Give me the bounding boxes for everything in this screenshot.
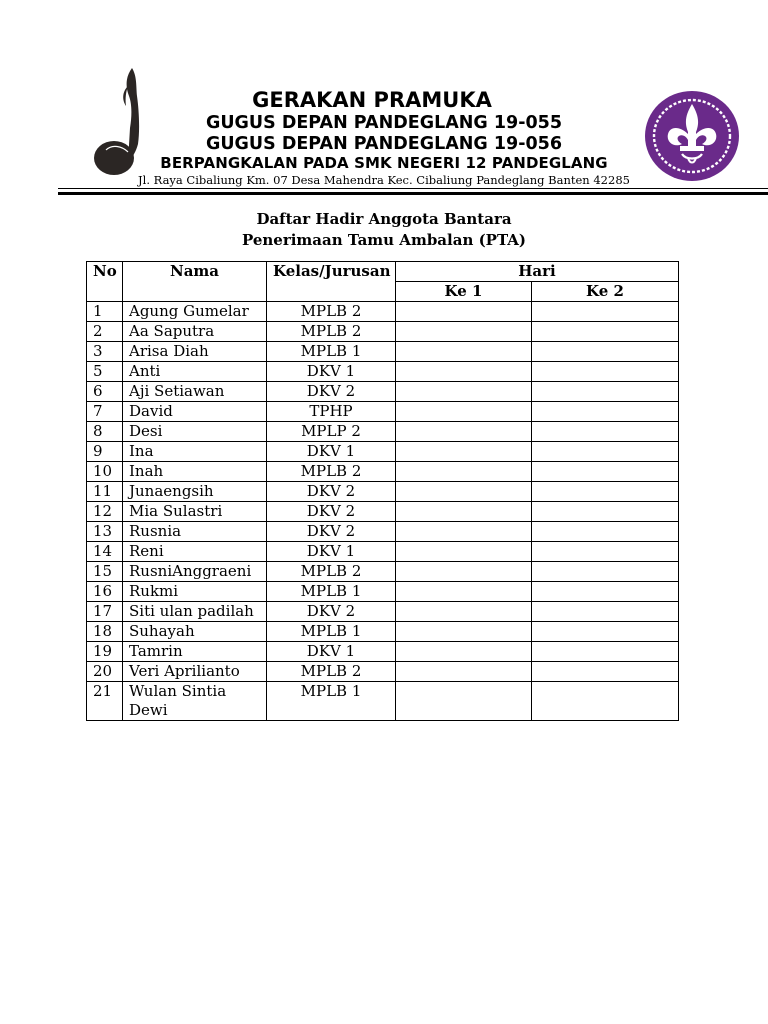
header-ke1: Ke 1 — [396, 282, 532, 302]
row-nama: Agung Gumelar — [123, 302, 267, 322]
row-no: 8 — [87, 422, 123, 442]
table-row — [87, 602, 679, 622]
table-row — [87, 562, 679, 582]
row-nama: Aji Setiawan — [123, 382, 267, 402]
document-subtitle: Penerimaan Tamu Ambalan (PTA) — [241, 231, 527, 249]
table-row — [87, 622, 679, 642]
row-kelas: MPLP 2 — [267, 422, 396, 442]
row-nama: Veri Aprilianto — [123, 662, 267, 682]
row-nama: Ina — [123, 442, 267, 462]
row-ke1-cell — [396, 442, 532, 462]
table-row — [87, 322, 679, 342]
row-no: 17 — [87, 602, 123, 622]
row-no: 9 — [87, 442, 123, 462]
row-kelas: MPLB 2 — [267, 462, 396, 482]
row-kelas: MPLB 2 — [267, 662, 396, 682]
row-ke1-cell — [396, 342, 532, 362]
row-ke2-cell — [532, 682, 679, 721]
table-row — [87, 522, 679, 542]
row-kelas: DKV 1 — [267, 542, 396, 562]
row-no: 19 — [87, 642, 123, 662]
row-ke1-cell — [396, 502, 532, 522]
row-ke1-cell — [396, 642, 532, 662]
row-nama: Tamrin — [123, 642, 267, 662]
header-no: No — [87, 262, 123, 302]
row-nama: Rukmi — [123, 582, 267, 602]
row-ke2-cell — [532, 342, 679, 362]
row-kelas: DKV 2 — [267, 522, 396, 542]
row-ke1-cell — [396, 602, 532, 622]
row-kelas: DKV 1 — [267, 362, 396, 382]
row-ke1-cell — [396, 402, 532, 422]
row-nama: David — [123, 402, 267, 422]
row-ke1-cell — [396, 662, 532, 682]
row-nama: Inah — [123, 462, 267, 482]
row-kelas: MPLB 1 — [267, 622, 396, 642]
row-ke1-cell — [396, 622, 532, 642]
row-no: 6 — [87, 382, 123, 402]
row-kelas: DKV 2 — [267, 482, 396, 502]
row-ke1-cell — [396, 382, 532, 402]
table-row — [87, 682, 679, 721]
row-no: 12 — [87, 502, 123, 522]
row-ke1-cell — [396, 562, 532, 582]
row-ke1-cell — [396, 542, 532, 562]
row-kelas: MPLB 1 — [267, 582, 396, 602]
row-nama: Suhayah — [123, 622, 267, 642]
row-kelas: DKV 2 — [267, 502, 396, 522]
row-nama: Desi — [123, 422, 267, 442]
row-ke1-cell — [396, 522, 532, 542]
row-ke2-cell — [532, 322, 679, 342]
row-ke2-cell — [532, 422, 679, 442]
row-kelas: MPLB 1 — [267, 682, 396, 721]
row-nama: Anti — [123, 362, 267, 382]
row-ke2-cell — [532, 482, 679, 502]
table-row — [87, 502, 679, 522]
table-row — [87, 362, 679, 382]
row-ke2-cell — [532, 602, 679, 622]
row-kelas: DKV 2 — [267, 602, 396, 622]
gugus-line-1: GUGUS DEPAN PANDEGLANG 19-055 — [205, 113, 563, 133]
letterhead — [0, 0, 768, 200]
row-ke1-cell — [396, 482, 532, 502]
base-line: BERPANGKALAN PADA SMK NEGERI 12 PANDEGLANG — [160, 154, 608, 172]
row-ke2-cell — [532, 362, 679, 382]
table-row — [87, 442, 679, 462]
table-row — [87, 402, 679, 422]
row-ke1-cell — [396, 362, 532, 382]
row-nama: Rusnia — [123, 522, 267, 542]
row-no: 21 — [87, 682, 123, 721]
document-title: Daftar Hadir Anggota Bantara — [256, 210, 512, 228]
row-no: 10 — [87, 462, 123, 482]
attendance-table — [86, 261, 679, 721]
row-ke2-cell — [532, 542, 679, 562]
table-row — [87, 462, 679, 482]
row-no: 7 — [87, 402, 123, 422]
row-ke2-cell — [532, 502, 679, 522]
row-no: 15 — [87, 562, 123, 582]
row-nama: Aa Saputra — [123, 322, 267, 342]
row-kelas: MPLB 2 — [267, 302, 396, 322]
row-kelas: TPHP — [267, 402, 396, 422]
row-ke1-cell — [396, 322, 532, 342]
scout-fleur-de-lis-emblem-icon — [644, 90, 740, 182]
row-ke1-cell — [396, 422, 532, 442]
org-title: GERAKAN PRAMUKA — [252, 88, 492, 112]
table-row — [87, 642, 679, 662]
row-no: 16 — [87, 582, 123, 602]
table-row — [87, 422, 679, 442]
row-no: 2 — [87, 322, 123, 342]
row-nama: Arisa Diah — [123, 342, 267, 362]
row-ke2-cell — [532, 522, 679, 542]
row-ke2-cell — [532, 302, 679, 322]
row-ke2-cell — [532, 622, 679, 642]
row-ke1-cell — [396, 302, 532, 322]
row-kelas: DKV 1 — [267, 442, 396, 462]
row-kelas: DKV 1 — [267, 642, 396, 662]
row-ke1-cell — [396, 462, 532, 482]
row-no: 20 — [87, 662, 123, 682]
row-no: 5 — [87, 362, 123, 382]
row-ke2-cell — [532, 662, 679, 682]
table-row — [87, 342, 679, 362]
address-line: Jl. Raya Cibaliung Km. 07 Desa Mahendra Kec. Cibaliung Pandeglang Banten 42285 — [138, 173, 630, 187]
row-nama: Junaengsih — [123, 482, 267, 502]
header-kelas: Kelas/Jurusan — [267, 262, 396, 302]
table-row — [87, 582, 679, 602]
table-row — [87, 382, 679, 402]
row-nama: Mia Sulastri — [123, 502, 267, 522]
row-ke2-cell — [532, 562, 679, 582]
row-no: 14 — [87, 542, 123, 562]
row-ke2-cell — [532, 582, 679, 602]
row-kelas: MPLB 2 — [267, 322, 396, 342]
gugus-line-2: GUGUS DEPAN PANDEGLANG 19-056 — [205, 134, 563, 154]
row-ke2-cell — [532, 642, 679, 662]
row-no: 3 — [87, 342, 123, 362]
table-row — [87, 482, 679, 502]
row-ke1-cell — [396, 682, 532, 721]
row-ke2-cell — [532, 402, 679, 422]
row-no: 18 — [87, 622, 123, 642]
row-kelas: MPLB 2 — [267, 562, 396, 582]
row-no: 1 — [87, 302, 123, 322]
row-nama: Wulan Sintia Dewi — [123, 682, 267, 721]
row-nama: Siti ulan padilah — [123, 602, 267, 622]
row-nama: RusniAnggraeni — [123, 562, 267, 582]
row-no: 11 — [87, 482, 123, 502]
row-ke2-cell — [532, 462, 679, 482]
row-kelas: MPLB 1 — [267, 342, 396, 362]
table-row — [87, 662, 679, 682]
table-row — [87, 302, 679, 322]
header-rule-thin — [58, 188, 768, 189]
row-ke2-cell — [532, 382, 679, 402]
header-rule-thick — [58, 192, 768, 195]
header-nama: Nama — [123, 262, 267, 302]
header-ke2: Ke 2 — [532, 282, 679, 302]
row-ke2-cell — [532, 442, 679, 462]
header-hari: Hari — [396, 262, 679, 282]
row-no: 13 — [87, 522, 123, 542]
row-kelas: DKV 2 — [267, 382, 396, 402]
row-nama: Reni — [123, 542, 267, 562]
row-ke1-cell — [396, 582, 532, 602]
table-row — [87, 542, 679, 562]
